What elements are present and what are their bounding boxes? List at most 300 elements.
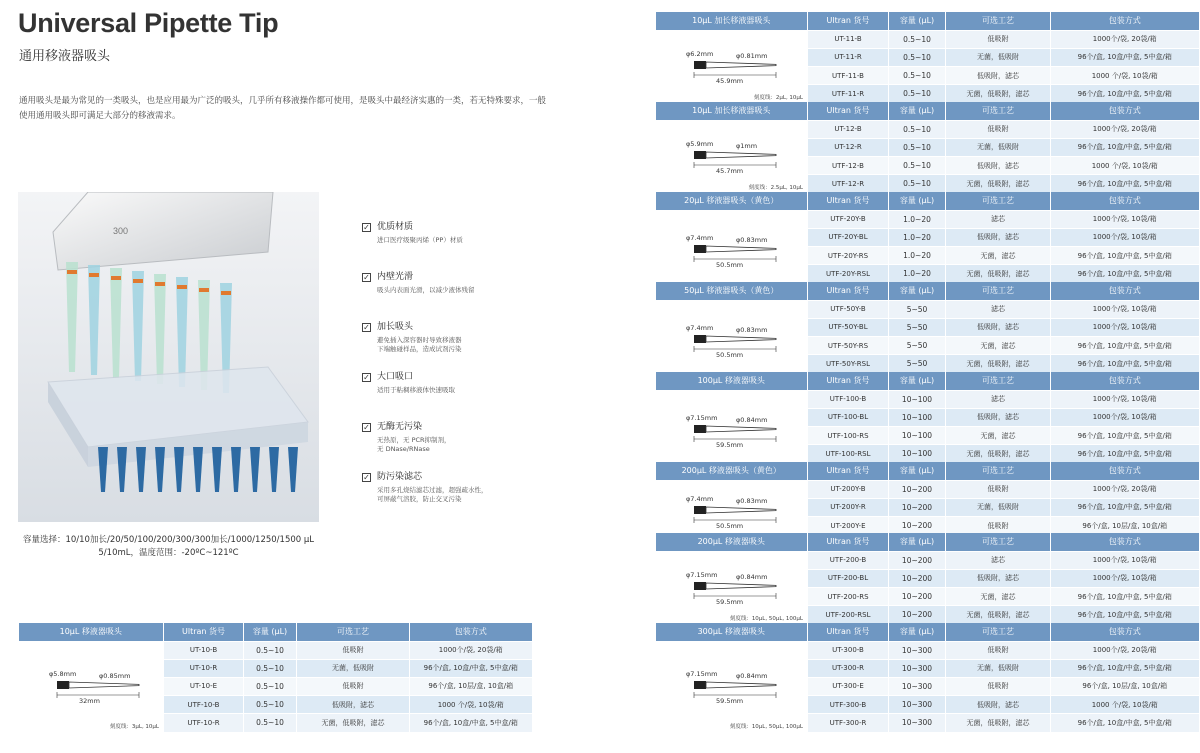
volume-cell: 10~300 <box>889 696 946 714</box>
tip-outline-drawing <box>656 211 808 283</box>
tip-collar-shape <box>199 288 209 292</box>
product-code-cell: UT-12-R <box>808 138 889 156</box>
product-code-cell: UTF-300-B <box>808 696 889 714</box>
volume-cell: 0.5~10 <box>889 48 946 66</box>
feature-item <box>362 372 547 422</box>
table-row <box>656 551 1199 569</box>
packing-cell: 96个/盒, 10盒/中盒, 5中盒/箱 <box>1051 175 1199 193</box>
column-header-volume: 容量 (μL) <box>889 282 946 300</box>
tip-diameter-label: φ0.83mm <box>736 235 768 244</box>
base-diameter-label: φ5.8mm <box>49 669 77 678</box>
graduation-note: 刻度线：10μL, 50μL, 100μL <box>729 723 803 730</box>
packing-cell: 96个/盒, 10盒/中盒, 5中盒/箱 <box>1051 355 1199 373</box>
packing-cell: 1000个/袋, 10袋/箱 <box>1051 551 1199 569</box>
process-cell: 低吸附，滤芯 <box>297 696 410 714</box>
capacity-line-1: 容量选择：10/10加长/20/50/100/200/300/300加长/1000/1250/1500 μL <box>22 535 315 545</box>
packing-cell: 96个/盒, 10盒/中盒, 5中盒/箱 <box>410 714 532 732</box>
product-code-cell: UTF-300-R <box>808 714 889 732</box>
packing-cell: 1000个/袋, 10袋/箱 <box>1051 569 1199 587</box>
feature-list <box>362 222 547 522</box>
process-cell: 低吸附，滤芯 <box>946 67 1051 85</box>
volume-cell: 1.0~20 <box>889 247 946 265</box>
tip-collar-shape <box>133 279 143 283</box>
process-cell: 无菌，低吸附，滤芯 <box>946 445 1051 463</box>
process-cell: 低吸附，滤芯 <box>946 157 1051 175</box>
product-code-cell: UTF-200-BL <box>808 569 889 587</box>
packing-cell: 1000 个/袋, 10袋/箱 <box>1051 696 1199 714</box>
column-header-code: Ultran 货号 <box>808 462 889 480</box>
product-code-cell: UTF-100-BL <box>808 408 889 426</box>
capacity-note <box>18 534 319 560</box>
product-code-cell: UTF-100-RS <box>808 427 889 445</box>
tip-dimension-diagram <box>19 641 164 732</box>
tip-diameter-label: φ0.83mm <box>736 325 768 334</box>
capacity-line-2: 5/10mL，温度范围：-20ºC~121ºC <box>98 548 239 558</box>
table-category-header: 200μL 移液器吸头（黄色） <box>656 462 808 480</box>
packing-cell: 96个/盒, 10盒/中盒, 5中盒/箱 <box>410 659 532 677</box>
product-code-cell: UT-300-E <box>808 677 889 695</box>
table-row <box>656 480 1199 498</box>
table-category-header: 10μL 移液器吸头 <box>19 623 164 641</box>
packing-cell: 96个/盒, 10盒/中盒, 5中盒/箱 <box>1051 445 1199 463</box>
process-cell: 低吸附 <box>946 641 1051 659</box>
intro-paragraph: 通用吸头是最为常见的一类吸头，也是应用最为广泛的吸头，几乎所有移液操作都可使用，是吸头中最经济实惠的一类，若无特殊要求，一般使用通用吸头即可满足大部分的移液需求。 <box>19 96 547 121</box>
process-cell: 低吸附，滤芯 <box>946 696 1051 714</box>
table-row <box>19 641 532 659</box>
feature-title: 无酶无污染 <box>377 422 423 432</box>
tip-diameter-label: φ1mm <box>736 141 758 150</box>
tip-body-shape <box>706 62 776 68</box>
spec-table <box>655 623 1199 733</box>
column-header-code: Ultran 货号 <box>808 533 889 551</box>
process-cell: 无菌，低吸附，滤芯 <box>946 355 1051 373</box>
packing-cell: 96个/盒, 10层/盒, 10盒/箱 <box>410 677 532 695</box>
column-header-packing: 包装方式 <box>1051 623 1199 641</box>
volume-cell: 10~100 <box>889 445 946 463</box>
feature-item <box>362 272 547 322</box>
packing-cell: 96个/盒, 10盒/中盒, 5中盒/箱 <box>1051 48 1199 66</box>
process-cell: 无菌，低吸附 <box>946 659 1051 677</box>
tip-dimension-diagram <box>656 480 808 535</box>
column-header-volume: 容量 (μL) <box>889 102 946 120</box>
tip-dimension-diagram <box>656 300 808 373</box>
column-header-code: Ultran 货号 <box>808 102 889 120</box>
volume-cell: 10~200 <box>889 517 946 535</box>
tip-collar-shape <box>694 335 706 343</box>
base-diameter-label: φ7.4mm <box>686 233 714 242</box>
feature-description-line: 无 DNase/RNase <box>377 445 430 453</box>
column-header-packing: 包装方式 <box>410 623 532 641</box>
spec-table <box>655 282 1199 374</box>
tip-dimension-diagram <box>656 641 808 732</box>
column-header-packing: 包装方式 <box>1051 282 1199 300</box>
process-cell: 无菌，低吸附 <box>297 659 410 677</box>
feature-description-line: 吸头内表面光滑，以减少液体残留 <box>377 286 475 294</box>
product-code-cell: UT-10-B <box>164 641 244 659</box>
volume-cell: 0.5~10 <box>889 85 946 103</box>
tip-dimension-diagram <box>656 210 808 283</box>
base-diameter-label: φ7.4mm <box>686 323 714 332</box>
tip-collar-shape <box>694 245 706 253</box>
packing-cell: 1000 个/袋, 10袋/箱 <box>1051 157 1199 175</box>
feature-title: 防污染滤芯 <box>377 472 423 482</box>
column-header-volume: 容量 (μL) <box>889 372 946 390</box>
packing-cell: 1000个/袋, 10袋/箱 <box>1051 318 1199 336</box>
feature-description-line: 无热原，无 PCR抑制剂， <box>377 436 451 444</box>
tip-diameter-label: φ0.84mm <box>736 572 768 581</box>
process-cell: 低吸附，滤芯 <box>946 408 1051 426</box>
packing-cell: 1000个/袋, 20袋/箱 <box>1051 641 1199 659</box>
product-code-cell: UTF-20Y-RSL <box>808 265 889 283</box>
feature-description-line: 进口医疗级聚丙烯（PP）材质 <box>377 236 463 244</box>
volume-cell: 1.0~20 <box>889 265 946 283</box>
packing-cell: 1000个/袋, 10袋/箱 <box>1051 390 1199 408</box>
column-header-packing: 包装方式 <box>1051 102 1199 120</box>
packing-cell: 1000个/袋, 10袋/箱 <box>1051 408 1199 426</box>
feature-description <box>377 286 547 295</box>
volume-cell: 10~200 <box>889 606 946 624</box>
tip-dimension-diagram <box>656 551 808 624</box>
packing-cell: 96个/盒, 10盒/中盒, 5中盒/箱 <box>1051 714 1199 732</box>
process-cell: 无菌，低吸附 <box>946 498 1051 516</box>
tip-collar-shape <box>89 273 99 277</box>
process-cell: 无菌，低吸附，滤芯 <box>946 714 1051 732</box>
tip-collar-shape <box>694 61 706 69</box>
length-label: 50.5mm <box>716 521 744 530</box>
checkbox-icon: ✓ <box>363 423 370 432</box>
tip-diameter-label: φ0.84mm <box>736 415 768 424</box>
product-code-cell: UTF-100-B <box>808 390 889 408</box>
length-label: 45.9mm <box>716 76 744 85</box>
volume-cell: 1.0~20 <box>889 210 946 228</box>
column-header-packing: 包装方式 <box>1051 533 1199 551</box>
feature-description <box>377 236 547 245</box>
graduation-note: 刻度线：2μL, 10μL <box>753 94 803 101</box>
column-header-packing: 包装方式 <box>1051 372 1199 390</box>
process-cell: 无菌，低吸附，滤芯 <box>946 265 1051 283</box>
tip-body-shape <box>706 152 776 158</box>
base-diameter-label: φ7.15mm <box>686 570 718 579</box>
packing-cell: 96个/盒, 10盒/中盒, 5中盒/箱 <box>1051 265 1199 283</box>
process-cell: 滤芯 <box>946 390 1051 408</box>
tip-dimension-diagram <box>656 120 808 193</box>
column-header-process: 可选工艺 <box>946 12 1051 30</box>
graduation-note: 刻度线：3μL, 10μL <box>109 723 159 730</box>
spec-table <box>655 462 1199 536</box>
column-header-code: Ultran 货号 <box>808 623 889 641</box>
volume-cell: 10~300 <box>889 659 946 677</box>
checkbox-icon: ✓ <box>363 473 370 482</box>
packing-cell: 1000个/袋, 10袋/箱 <box>1051 228 1199 246</box>
process-cell: 滤芯 <box>946 210 1051 228</box>
column-header-code: Ultran 货号 <box>808 12 889 30</box>
packing-cell: 96个/盒, 10盒/中盒, 5中盒/箱 <box>1051 588 1199 606</box>
tip-outline-drawing <box>656 642 808 732</box>
volume-cell: 10~100 <box>889 408 946 426</box>
feature-description-line: 可屏蔽气溶胶，防止交叉污染 <box>377 495 462 503</box>
feature-item <box>362 422 547 472</box>
product-code-cell: UT-11-R <box>808 48 889 66</box>
table-category-header: 20μL 移液器吸头（黄色） <box>656 192 808 210</box>
tip-body-shape <box>706 682 776 688</box>
column-header-process: 可选工艺 <box>946 533 1051 551</box>
feature-title: 优质材质 <box>377 222 414 232</box>
packing-cell: 96个/盒, 10层/盒, 10盒/箱 <box>1051 677 1199 695</box>
tip-outline-drawing <box>656 391 808 463</box>
product-code-cell: UT-10-E <box>164 677 244 695</box>
volume-cell: 5~50 <box>889 318 946 336</box>
volume-cell: 0.5~10 <box>889 67 946 85</box>
page-title: Universal Pipette Tip <box>18 8 279 38</box>
volume-cell: 10~200 <box>889 551 946 569</box>
spec-table <box>655 533 1199 625</box>
product-code-cell: UTF-50Y-B <box>808 300 889 318</box>
volume-cell: 10~300 <box>889 714 946 732</box>
spec-table <box>655 12 1199 104</box>
base-diameter-label: φ7.15mm <box>686 669 718 678</box>
table-row <box>656 641 1199 659</box>
graduation-note: 刻度线：2.5μL, 10μL <box>748 184 803 191</box>
column-header-code: Ultran 货号 <box>808 372 889 390</box>
tip-collar-shape <box>694 425 706 433</box>
checkbox-icon: ✓ <box>363 223 370 232</box>
feature-description-line: 采用多孔烧结滤芯过滤，超强疏水性， <box>377 486 488 494</box>
column-header-packing: 包装方式 <box>1051 192 1199 210</box>
product-code-cell: UTF-11-R <box>808 85 889 103</box>
column-header-volume: 容量 (μL) <box>889 623 946 641</box>
process-cell: 无菌，低吸附 <box>946 138 1051 156</box>
table-category-header: 100μL 移液器吸头 <box>656 372 808 390</box>
product-code-cell: UTF-50Y-RSL <box>808 355 889 373</box>
product-code-cell: UTF-20Y-RS <box>808 247 889 265</box>
tip-body-shape <box>69 682 139 688</box>
packing-cell: 1000个/袋, 20袋/箱 <box>1051 30 1199 48</box>
packing-cell: 96个/盒, 10盒/中盒, 5中盒/箱 <box>1051 498 1199 516</box>
column-header-code: Ultran 货号 <box>808 282 889 300</box>
packing-cell: 1000 个/袋, 10袋/箱 <box>410 696 532 714</box>
volume-cell: 0.5~10 <box>889 138 946 156</box>
length-label: 59.5mm <box>716 440 744 449</box>
process-cell: 无菌，滤芯 <box>946 337 1051 355</box>
product-code-cell: UTF-20Y-B <box>808 210 889 228</box>
column-header-volume: 容量 (μL) <box>889 192 946 210</box>
volume-cell: 5~50 <box>889 337 946 355</box>
packing-cell: 1000 个/袋, 10袋/箱 <box>1051 67 1199 85</box>
volume-cell: 0.5~10 <box>244 659 297 677</box>
volume-cell: 10~200 <box>889 480 946 498</box>
column-header-process: 可选工艺 <box>946 282 1051 300</box>
column-header-volume: 容量 (μL) <box>889 462 946 480</box>
column-header-packing: 包装方式 <box>1051 12 1199 30</box>
volume-cell: 0.5~10 <box>889 157 946 175</box>
tip-collar-shape <box>694 582 706 590</box>
packing-cell: 96个/盒, 10盒/中盒, 5中盒/箱 <box>1051 138 1199 156</box>
product-code-cell: UTF-100-RSL <box>808 445 889 463</box>
product-code-cell: UTF-10-R <box>164 714 244 732</box>
process-cell: 低吸附 <box>297 677 410 695</box>
process-cell: 无菌，低吸附 <box>946 48 1051 66</box>
length-label: 45.7mm <box>716 166 744 175</box>
table-row <box>656 30 1199 48</box>
length-label: 32mm <box>79 696 100 705</box>
process-cell: 低吸附 <box>946 677 1051 695</box>
pipette-illustration <box>18 192 319 522</box>
feature-description-line: 下端触碰样品，造成试剂污染 <box>377 345 462 353</box>
table-row <box>656 120 1199 138</box>
feature-title: 大口吸口 <box>377 372 414 382</box>
product-code-cell: UT-200Y-R <box>808 498 889 516</box>
feature-description-line: 避免插入深容器时导致移液器 <box>377 336 462 344</box>
product-code-cell: UT-200Y-E <box>808 517 889 535</box>
volume-cell: 5~50 <box>889 355 946 373</box>
column-header-process: 可选工艺 <box>946 102 1051 120</box>
feature-item <box>362 472 547 522</box>
column-header-volume: 容量 (μL) <box>889 12 946 30</box>
table-row <box>656 390 1199 408</box>
column-header-code: Ultran 货号 <box>164 623 244 641</box>
product-code-cell: UTF-200-B <box>808 551 889 569</box>
product-code-cell: UTF-50Y-RS <box>808 337 889 355</box>
table-category-header: 200μL 移液器吸头 <box>656 533 808 551</box>
packing-cell: 96个/盒, 10盒/中盒, 5中盒/箱 <box>1051 85 1199 103</box>
product-code-cell: UT-12-B <box>808 120 889 138</box>
length-label: 50.5mm <box>716 260 744 269</box>
page-subtitle: 通用移液器吸头 <box>19 49 111 64</box>
packing-cell: 96个/盒, 10盒/中盒, 5中盒/箱 <box>1051 659 1199 677</box>
tip-diameter-label: φ0.81mm <box>736 51 768 60</box>
process-cell: 低吸附，滤芯 <box>946 228 1051 246</box>
volume-cell: 0.5~10 <box>244 677 297 695</box>
pipette-label: 300 <box>113 226 129 236</box>
packing-cell: 1000个/袋, 20袋/箱 <box>1051 120 1199 138</box>
tip-diameter-label: φ0.84mm <box>736 671 768 680</box>
tip-collar-shape <box>221 291 231 295</box>
tip-body-shape <box>706 246 776 252</box>
packing-cell: 1000个/袋, 10袋/箱 <box>1051 210 1199 228</box>
process-cell: 低吸附 <box>946 120 1051 138</box>
product-code-cell: UTF-12-B <box>808 157 889 175</box>
length-label: 50.5mm <box>716 350 744 359</box>
process-cell: 无菌，滤芯 <box>946 247 1051 265</box>
product-photo <box>18 192 319 522</box>
tip-diameter-label: φ0.83mm <box>736 496 768 505</box>
volume-cell: 5~50 <box>889 300 946 318</box>
process-cell: 低吸附 <box>946 517 1051 535</box>
process-cell: 无菌，低吸附，滤芯 <box>946 175 1051 193</box>
packing-cell: 1000个/袋, 10袋/箱 <box>1051 300 1199 318</box>
spec-table <box>655 102 1199 194</box>
product-code-cell: UTF-10-B <box>164 696 244 714</box>
product-code-cell: UT-10-R <box>164 659 244 677</box>
feature-title: 内壁光滑 <box>377 272 414 282</box>
table-category-header: 10μL 加长移液器吸头 <box>656 102 808 120</box>
tip-outline-drawing <box>656 301 808 373</box>
process-cell: 无菌，低吸附，滤芯 <box>297 714 410 732</box>
volume-cell: 10~100 <box>889 427 946 445</box>
volume-cell: 10~200 <box>889 569 946 587</box>
volume-cell: 1.0~20 <box>889 228 946 246</box>
volume-cell: 0.5~10 <box>889 30 946 48</box>
base-diameter-label: φ6.2mm <box>686 49 714 58</box>
spec-table <box>655 372 1199 464</box>
feature-description <box>377 486 547 504</box>
table-row <box>656 300 1199 318</box>
product-code-cell: UTF-11-B <box>808 67 889 85</box>
process-cell: 无菌，低吸附，滤芯 <box>946 85 1051 103</box>
column-header-process: 可选工艺 <box>946 623 1051 641</box>
packing-cell: 96个/盒, 10层/盒, 10盒/箱 <box>1051 517 1199 535</box>
process-cell: 低吸附，滤芯 <box>946 318 1051 336</box>
packing-cell: 96个/盒, 10盒/中盒, 5中盒/箱 <box>1051 247 1199 265</box>
packing-cell: 96个/盒, 10盒/中盒, 5中盒/箱 <box>1051 337 1199 355</box>
product-code-cell: UT-11-B <box>808 30 889 48</box>
tip-diameter-label: φ0.85mm <box>99 671 131 680</box>
product-code-cell: UTF-20Y-BL <box>808 228 889 246</box>
volume-cell: 10~200 <box>889 588 946 606</box>
process-cell: 无菌，滤芯 <box>946 588 1051 606</box>
spec-table <box>18 623 532 733</box>
volume-cell: 0.5~10 <box>244 641 297 659</box>
tip-body-shape <box>706 426 776 432</box>
volume-cell: 0.5~10 <box>889 120 946 138</box>
checkbox-icon: ✓ <box>363 273 370 282</box>
tip-collar-shape <box>57 681 69 689</box>
process-cell: 滤芯 <box>946 551 1051 569</box>
product-code-cell: UT-300-B <box>808 641 889 659</box>
tip-collar-shape <box>694 151 706 159</box>
feature-description <box>377 336 547 354</box>
packing-cell: 96个/盒, 10盒/中盒, 5中盒/箱 <box>1051 606 1199 624</box>
feature-title: 加长吸头 <box>377 322 414 332</box>
tip-collar-shape <box>67 270 77 274</box>
tip-dimension-diagram <box>656 30 808 103</box>
graduation-note: 刻度线：10μL, 50μL, 100μL <box>729 615 803 622</box>
base-diameter-label: φ5.9mm <box>686 139 714 148</box>
product-code-cell: UTF-12-R <box>808 175 889 193</box>
column-header-process: 可选工艺 <box>946 192 1051 210</box>
table-category-header: 300μL 移液器吸头 <box>656 623 808 641</box>
feature-description <box>377 436 547 454</box>
volume-cell: 0.5~10 <box>244 696 297 714</box>
length-label: 59.5mm <box>716 696 744 705</box>
volume-cell: 10~100 <box>889 390 946 408</box>
tip-collar-shape <box>155 282 165 286</box>
product-code-cell: UTF-50Y-BL <box>808 318 889 336</box>
column-header-volume: 容量 (μL) <box>244 623 297 641</box>
feature-description <box>377 386 547 395</box>
column-header-volume: 容量 (μL) <box>889 533 946 551</box>
tip-collar-shape <box>694 681 706 689</box>
product-code-cell: UTF-200-RSL <box>808 606 889 624</box>
spec-table <box>655 192 1199 284</box>
process-cell: 滤芯 <box>946 300 1051 318</box>
feature-item <box>362 322 547 372</box>
process-cell: 低吸附，滤芯 <box>946 569 1051 587</box>
tip-collar-shape <box>177 285 187 289</box>
tip-outline-drawing <box>19 642 164 732</box>
tip-dimension-diagram <box>656 390 808 463</box>
feature-description-line: 适用于粘稠移液体快速吸取 <box>377 386 455 394</box>
process-cell: 无菌，滤芯 <box>946 427 1051 445</box>
column-header-packing: 包装方式 <box>1051 462 1199 480</box>
process-cell: 低吸附 <box>946 480 1051 498</box>
process-cell: 低吸附 <box>946 30 1051 48</box>
packing-cell: 1000个/袋, 20袋/箱 <box>1051 480 1199 498</box>
tip-collar-shape <box>111 276 121 280</box>
table-row <box>656 210 1199 228</box>
process-cell: 低吸附 <box>297 641 410 659</box>
table-category-header: 50μL 移液器吸头（黄色） <box>656 282 808 300</box>
